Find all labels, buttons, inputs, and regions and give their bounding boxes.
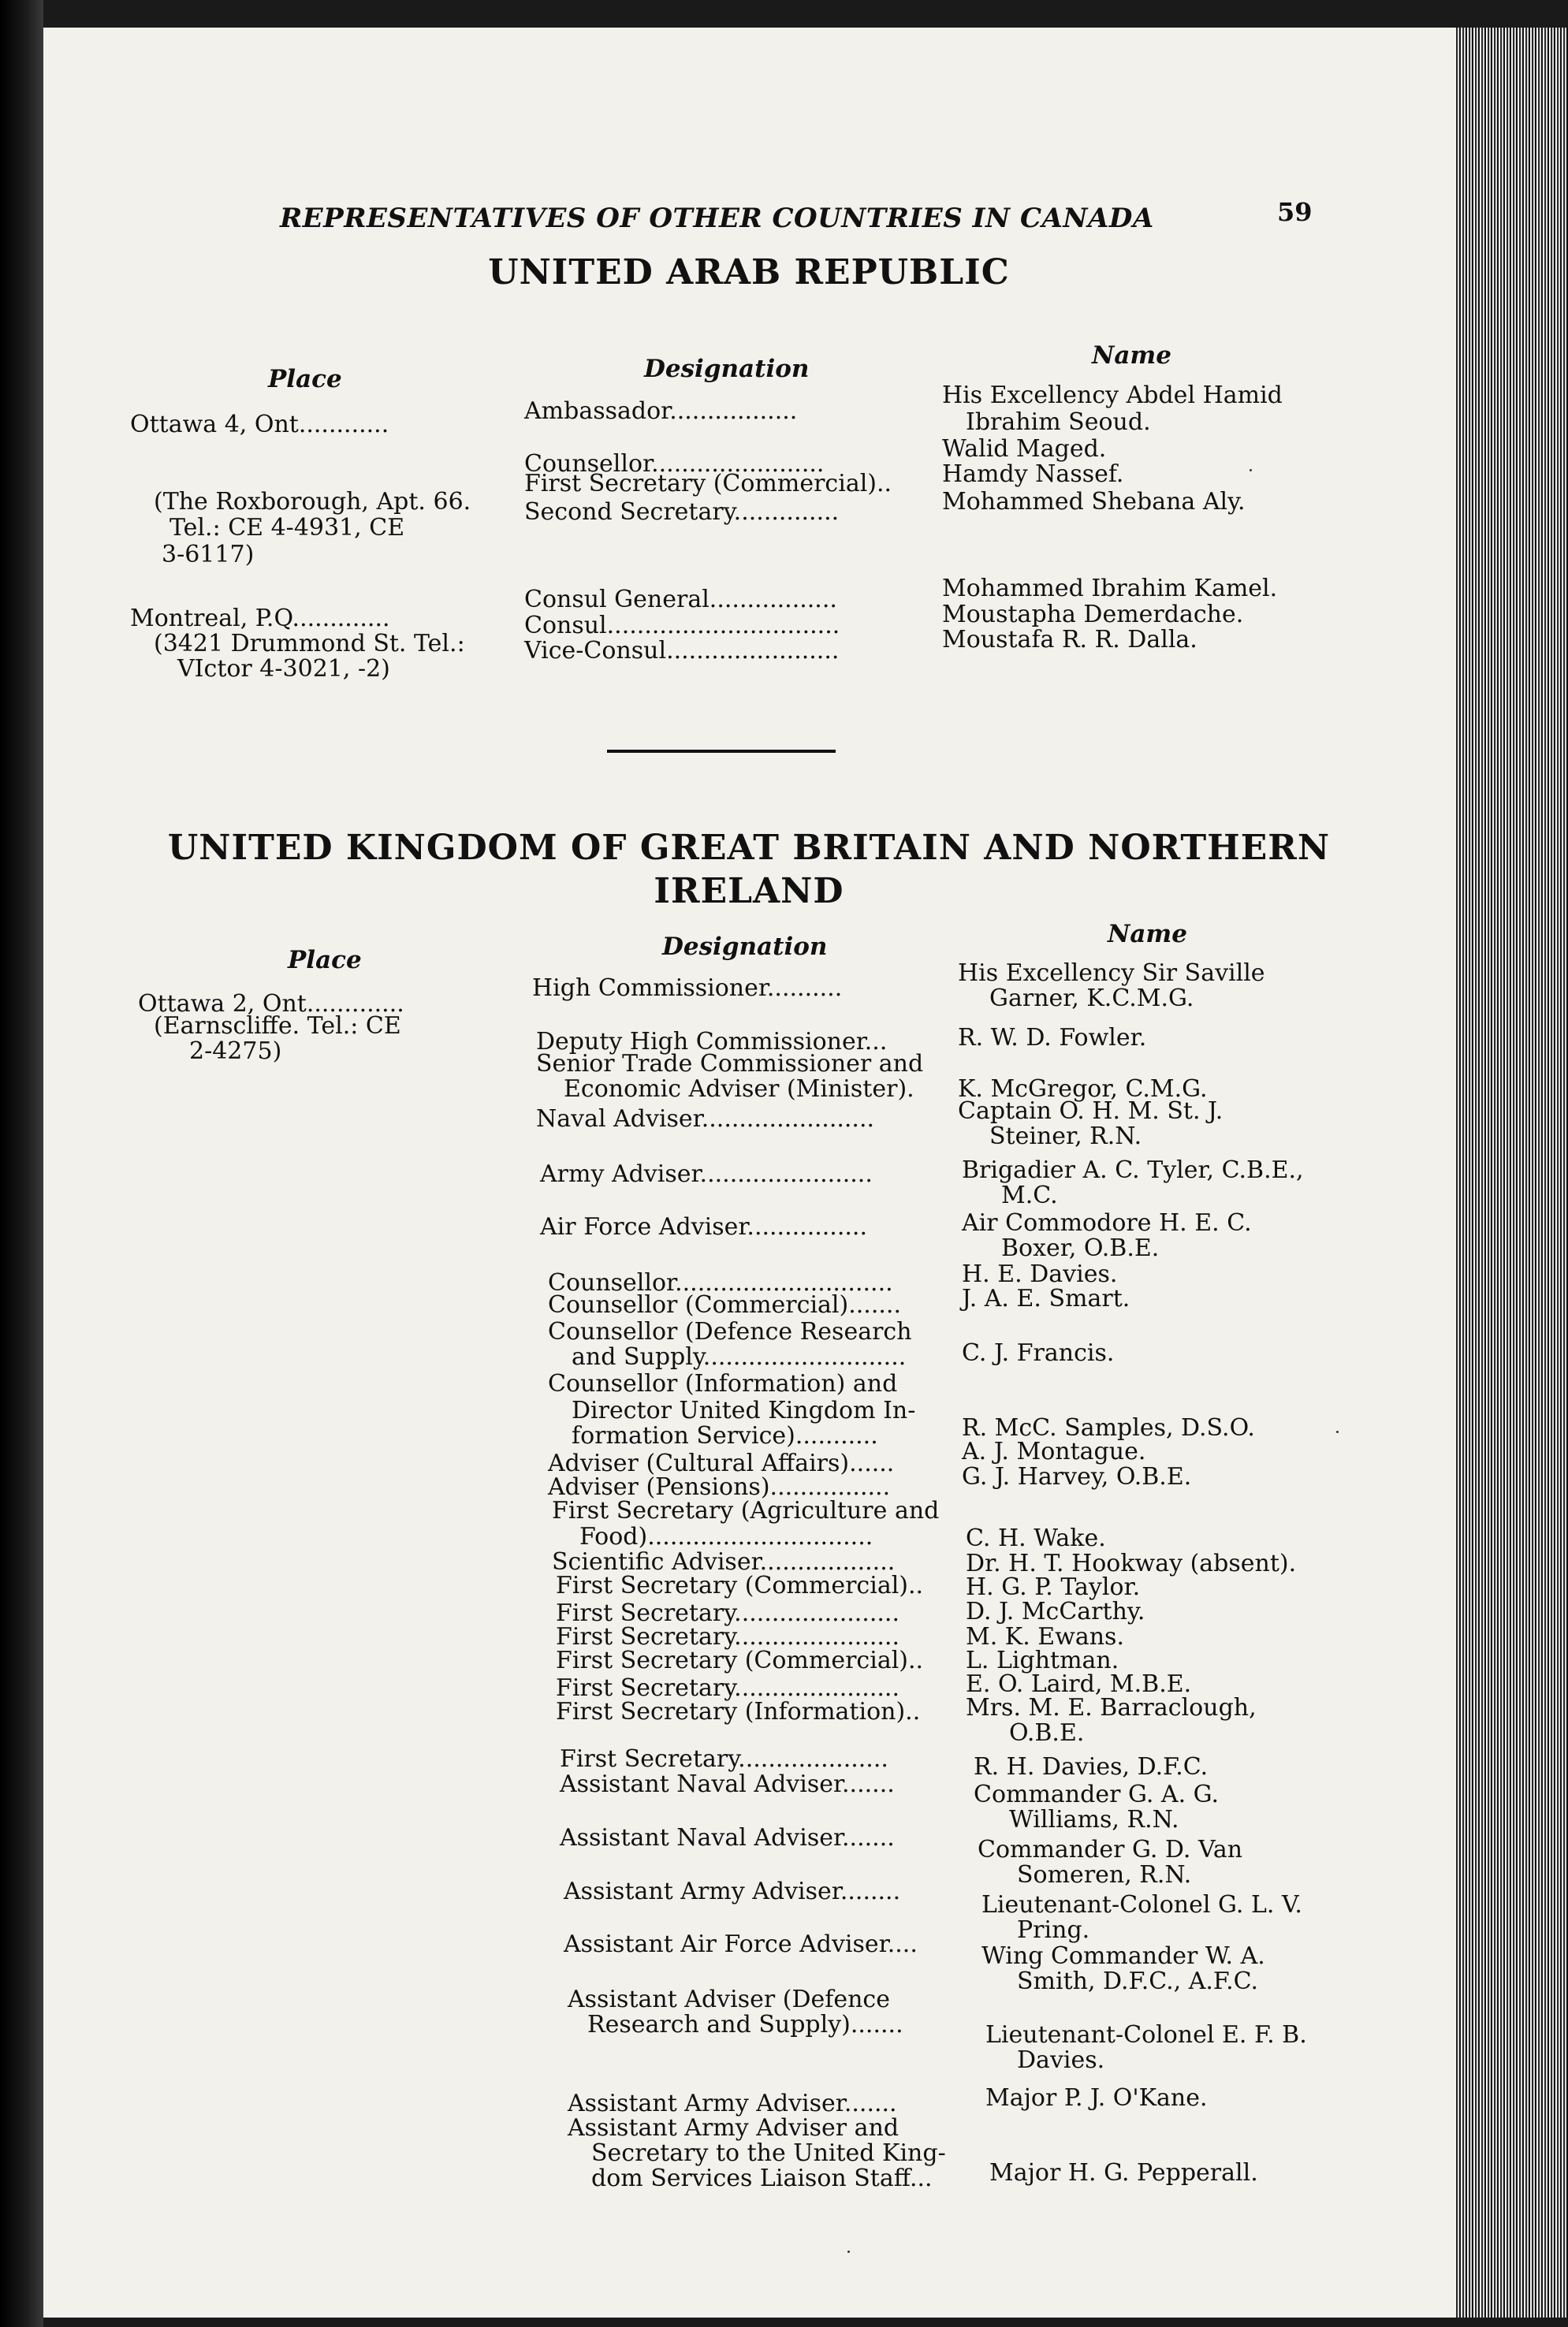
designation-line: First Secretary...................... xyxy=(556,1623,899,1651)
designation-line: Assistant Air Force Adviser.... xyxy=(564,1930,918,1958)
name-line: Wing Commander W. A. xyxy=(981,1942,1265,1970)
designation-line: First Secretary.................... xyxy=(560,1745,888,1773)
name-line: R. McC. Samples, D.S.O. xyxy=(962,1414,1255,1442)
designation-line: Assistant Naval Adviser....... xyxy=(560,1770,895,1798)
name-line: E. O. Laird, M.B.E. xyxy=(966,1670,1192,1698)
name-line: Davies. xyxy=(1017,2046,1105,2074)
designation-line: Deputy High Commissioner... xyxy=(536,1028,888,1056)
designation-line: Adviser (Cultural Affairs)...... xyxy=(548,1450,895,1477)
section-divider xyxy=(607,750,836,753)
place-line: VIctor 4-3021, -2) xyxy=(177,655,390,683)
designation-line: High Commissioner.......... xyxy=(532,974,843,1002)
designation-line: dom Services Liaison Staff... xyxy=(591,2165,933,2192)
designation-line: First Secretary (Information).. xyxy=(556,1698,921,1726)
designation-line: First Secretary...................... xyxy=(556,1599,899,1627)
designation-line: First Secretary (Commercial).. xyxy=(524,470,892,497)
column-header-name: Name xyxy=(1108,920,1187,948)
name-line: Garner, K.C.M.G. xyxy=(989,985,1194,1012)
book-binding-shadow xyxy=(0,0,43,2327)
place-line: Tel.: CE 4-4931, CE xyxy=(169,514,405,542)
designation-line: Consul General................. xyxy=(524,586,837,613)
name-line: His Excellency Abdel Hamid xyxy=(942,382,1283,409)
designation-line: Scientific Adviser.................. xyxy=(552,1548,896,1576)
name-line: Captain O. H. M. St. J. xyxy=(958,1097,1223,1125)
column-header-place: Place xyxy=(288,946,362,974)
place-line: (3421 Drummond St. Tel.: xyxy=(154,630,465,657)
name-line: Dr. H. T. Hookway (absent). xyxy=(966,1550,1297,1577)
section-title-uar: UNITED ARAB REPUBLIC xyxy=(488,252,1010,292)
designation-line: Counsellor (Information) and xyxy=(548,1370,898,1398)
name-line: Air Commodore H. E. C. xyxy=(962,1209,1252,1237)
name-line: Mohammed Ibrahim Kamel. xyxy=(942,575,1278,602)
designation-line: Research and Supply)....... xyxy=(587,2011,903,2038)
place-line: 2-4275) xyxy=(189,1037,282,1065)
designation-line: Assistant Army Adviser....... xyxy=(568,2090,897,2117)
name-line: Pring. xyxy=(1017,1916,1090,1944)
name-line: Steiner, R.N. xyxy=(989,1123,1142,1150)
designation-line: Second Secretary.............. xyxy=(524,498,840,526)
column-header-name: Name xyxy=(1092,341,1171,370)
name-line: R. W. D. Fowler. xyxy=(958,1024,1147,1052)
name-line: Lieutenant-Colonel G. L. V. xyxy=(981,1891,1302,1919)
designation-line: Counsellor....................... xyxy=(524,450,825,478)
name-line: O.B.E. xyxy=(1009,1719,1085,1747)
column-header-designation: Designation xyxy=(644,355,810,383)
name-line: Brigadier A. C. Tyler, C.B.E., xyxy=(962,1156,1304,1184)
name-line: K. McGregor, C.M.G. xyxy=(958,1075,1208,1103)
name-line: R. H. Davies, D.F.C. xyxy=(974,1753,1209,1781)
name-line: J. A. E. Smart. xyxy=(962,1285,1130,1312)
name-line: G. J. Harvey, O.B.E. xyxy=(962,1463,1192,1491)
name-line: C. J. Francis. xyxy=(962,1339,1115,1367)
designation-line: Air Force Adviser................ xyxy=(540,1213,867,1241)
name-line: A. J. Montague. xyxy=(962,1438,1146,1465)
name-line: Williams, R.N. xyxy=(1009,1806,1179,1834)
name-line: Moustapha Demerdache. xyxy=(942,601,1244,628)
name-line: His Excellency Sir Saville xyxy=(958,959,1265,987)
name-line: Lieutenant-Colonel E. F. B. xyxy=(985,2021,1307,2049)
designation-line: Naval Adviser....................... xyxy=(536,1105,875,1133)
designation-line: Army Adviser....................... xyxy=(540,1160,873,1188)
designation-line: Ambassador................. xyxy=(524,397,798,425)
place-line: (The Roxborough, Apt. 66. xyxy=(154,488,471,516)
designation-line: First Secretary (Agriculture and xyxy=(552,1497,940,1525)
name-line: Someren, R.N. xyxy=(1017,1861,1192,1889)
place-line: 3-6117) xyxy=(162,541,255,568)
name-line: C. H. Wake. xyxy=(966,1525,1106,1552)
page-number: 59 xyxy=(1277,197,1313,227)
column-header-designation: Designation xyxy=(662,933,828,961)
name-line: Commander G. A. G. xyxy=(974,1781,1220,1808)
page-edges xyxy=(1454,28,1568,2318)
name-line: Commander G. D. Van xyxy=(978,1836,1243,1863)
name-line: Major P. J. O'Kane. xyxy=(985,2084,1208,2112)
name-line: Moustafa R. R. Dalla. xyxy=(942,626,1197,653)
name-line: M.C. xyxy=(1001,1182,1058,1209)
name-line: M. K. Ewans. xyxy=(966,1623,1124,1651)
designation-line: Assistant Army Adviser and xyxy=(568,2114,899,2142)
name-line: Mohammed Shebana Aly. xyxy=(942,488,1246,516)
designation-line: Counsellor............................. xyxy=(548,1269,893,1297)
designation-line: Assistant Adviser (Defence xyxy=(568,1986,890,2013)
name-line: Mrs. M. E. Barraclough, xyxy=(966,1694,1257,1722)
place-line: Ottawa 2, Ont............. xyxy=(138,990,404,1018)
designation-line: Vice-Consul....................... xyxy=(524,637,840,665)
name-line: Hamdy Nassef. xyxy=(942,460,1124,488)
column-header-place: Place xyxy=(268,365,342,393)
designation-line: formation Service)........... xyxy=(572,1422,878,1450)
designation-line: Assistant Naval Adviser....... xyxy=(560,1824,895,1852)
place-line: (Earnscliffe. Tel.: CE xyxy=(154,1012,401,1040)
section-title-uk: UNITED KINGDOM OF GREAT BRITAIN AND NORTHERN xyxy=(167,828,1331,868)
name-line: Boxer, O.B.E. xyxy=(1001,1234,1160,1262)
designation-line: Director United Kingdom In- xyxy=(572,1397,916,1424)
designation-line: Counsellor (Defence Research xyxy=(548,1318,912,1346)
running-head: REPRESENTATIVES OF OTHER COUNTRIES IN CANADA xyxy=(280,203,1154,234)
designation-line: First Secretary (Commercial).. xyxy=(556,1572,924,1599)
name-line: Walid Maged. xyxy=(942,435,1107,463)
name-line: H. G. P. Taylor. xyxy=(966,1573,1141,1601)
designation-line: Secretary to the United King- xyxy=(591,2139,946,2167)
place-line: Montreal, P.Q............. xyxy=(130,605,390,632)
designation-line: Food).............................. xyxy=(579,1523,873,1551)
document-page xyxy=(43,28,1454,2318)
designation-line: First Secretary (Commercial).. xyxy=(556,1647,924,1674)
place-line: Ottawa 4, Ont............ xyxy=(130,411,389,438)
designation-line: First Secretary...................... xyxy=(556,1674,899,1702)
name-line: L. Lightman. xyxy=(966,1647,1119,1674)
name-line: H. E. Davies. xyxy=(962,1260,1118,1288)
name-line: Ibrahim Seoud. xyxy=(966,408,1151,436)
designation-line: Adviser (Pensions)................ xyxy=(548,1473,891,1501)
name-line: Smith, D.F.C., A.F.C. xyxy=(1017,1968,1259,1995)
designation-line: Counsellor (Commercial)....... xyxy=(548,1291,901,1319)
section-title-uk-line2: IRELAND xyxy=(654,871,844,911)
name-line: Major H. G. Pepperall. xyxy=(989,2159,1258,2187)
designation-line: Economic Adviser (Minister). xyxy=(564,1075,914,1103)
designation-line: Assistant Army Adviser........ xyxy=(564,1878,901,1905)
designation-line: and Supply........................... xyxy=(572,1343,907,1371)
name-line: D. J. McCarthy. xyxy=(966,1598,1145,1625)
designation-line: Consul............................... xyxy=(524,612,840,639)
designation-line: Senior Trade Commissioner and xyxy=(536,1050,924,1078)
